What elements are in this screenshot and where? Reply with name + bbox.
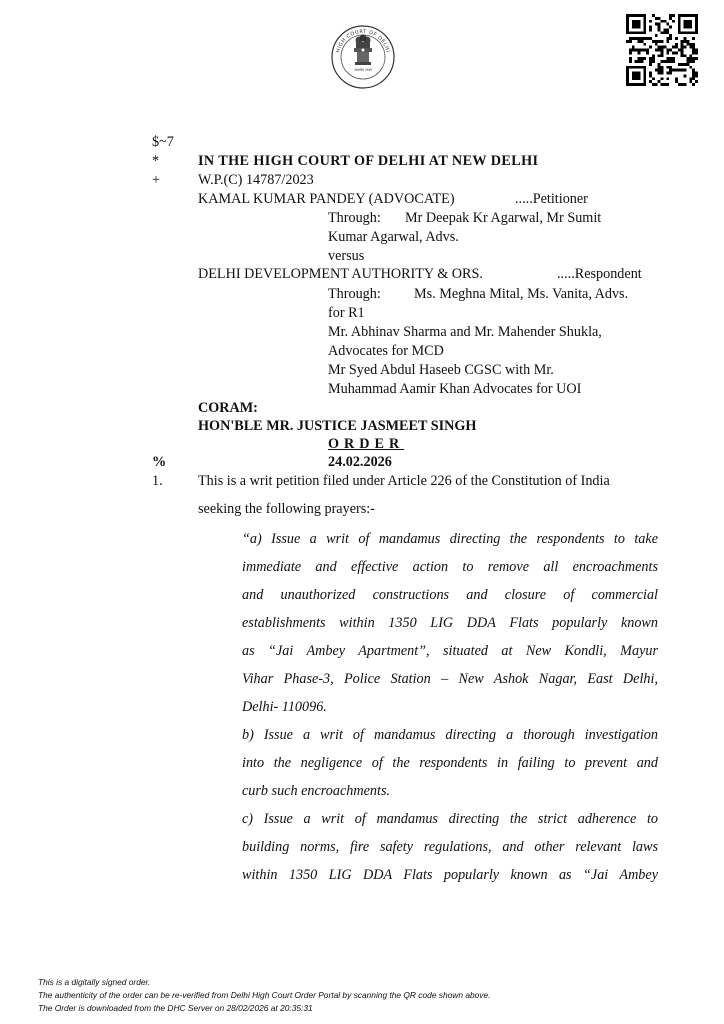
footer-signed-note: This is a digitally signed order. [38,977,151,987]
paragraph-number: 1. [152,473,163,489]
plus-marker: + [152,172,161,188]
judge-name: HON'BLE MR. JUSTICE JASMEET SINGH [198,418,477,434]
coram-label: CORAM: [198,400,258,416]
prayer-line: c) Issue a writ of mandamus directing the strict adherence to [242,811,658,827]
prayer-line: building norms, fire safety regulations, and other relevant laws [242,839,658,855]
svg-text:सत्यमेव जयते: सत्यमेव जयते [354,68,372,72]
star-marker: * [152,153,160,169]
percent-marker: % [152,454,167,470]
footer-verify-note: The authenticity of the order can be re-verified from Delhi High Court Order Portal by scanning the QR code shown above. [38,990,491,1000]
prayer-line: immediate and effective action to remove all encroachments [242,559,658,575]
respondent-counsel-line5: Mr Syed Abdul Haseeb CGSC with Mr. [328,362,554,378]
petitioner-counsel-line1: Mr Deepak Kr Agarwal, Mr Sumit [405,210,602,226]
court-seal-icon [330,24,396,90]
respondent-role: .....Respondent [557,266,642,282]
respondent-counsel-line1: Ms. Meghna Mital, Ms. Vanita, Advs. [414,286,629,302]
footer-download-note: The Order is downloaded from the DHC Server on 28/02/2026 at 20:35:31 [38,1003,313,1013]
through-label: Through: [328,210,381,226]
petitioner-name: KAMAL KUMAR PANDEY (ADVOCATE) [198,191,455,207]
petitioner-role: .....Petitioner [515,191,588,207]
prayer-line: as “Jai Ambey Apartment”, situated at New Kondli, Mayur [242,643,658,659]
paragraph-text-line1: This is a writ petition filed under Article 226 of the Constitution of India [198,473,610,489]
prayer-line: establishments within 1350 LIG DDA Flats popularly known [242,615,658,631]
svg-text:HIGH COURT OF DELHI: HIGH COURT OF DELHI [335,28,391,54]
petition-number: W.P.(C) 14787/2023 [198,172,314,188]
prayer-line: curb such encroachments. [242,783,391,799]
respondent-counsel-line4: Advocates for MCD [328,343,444,359]
through-label: Through: [328,286,381,302]
respondent-counsel-line2: for R1 [328,305,365,321]
prayer-line: into the negligence of the respondents in failing to prevent and [242,755,658,771]
prayer-line: b) Issue a writ of mandamus directing a thorough investigation [242,727,658,743]
prayer-line: Vihar Phase-3, Police Station – New Ashok Nagar, East Delhi, [242,671,658,687]
order-date: 24.02.2026 [328,454,392,470]
respondent-counsel-line3: Mr. Abhinav Sharma and Mr. Mahender Shukla, [328,324,602,340]
petitioner-counsel-line2: Kumar Agarwal, Advs. [328,229,459,245]
prayer-line: Delhi- 110096. [242,699,327,715]
prayer-line: and unauthorized constructions and closure of commercial [242,587,658,603]
qr-code-icon [626,14,698,86]
list-number: $~7 [152,134,174,150]
court-title: IN THE HIGH COURT OF DELHI AT NEW DELHI [198,153,539,169]
respondent-name: DELHI DEVELOPMENT AUTHORITY & ORS. [198,266,483,282]
prayer-line: within 1350 LIG DDA Flats popularly known as “Jai Ambey [242,867,658,883]
paragraph-text-line2: seeking the following prayers:- [198,501,375,517]
versus-text: versus [328,248,365,264]
prayer-line: “a) Issue a writ of mandamus directing the respondents to take [242,531,658,547]
respondent-counsel-line6: Muhammad Aamir Khan Advocates for UOI [328,381,582,397]
order-heading: ORDER [328,436,405,452]
